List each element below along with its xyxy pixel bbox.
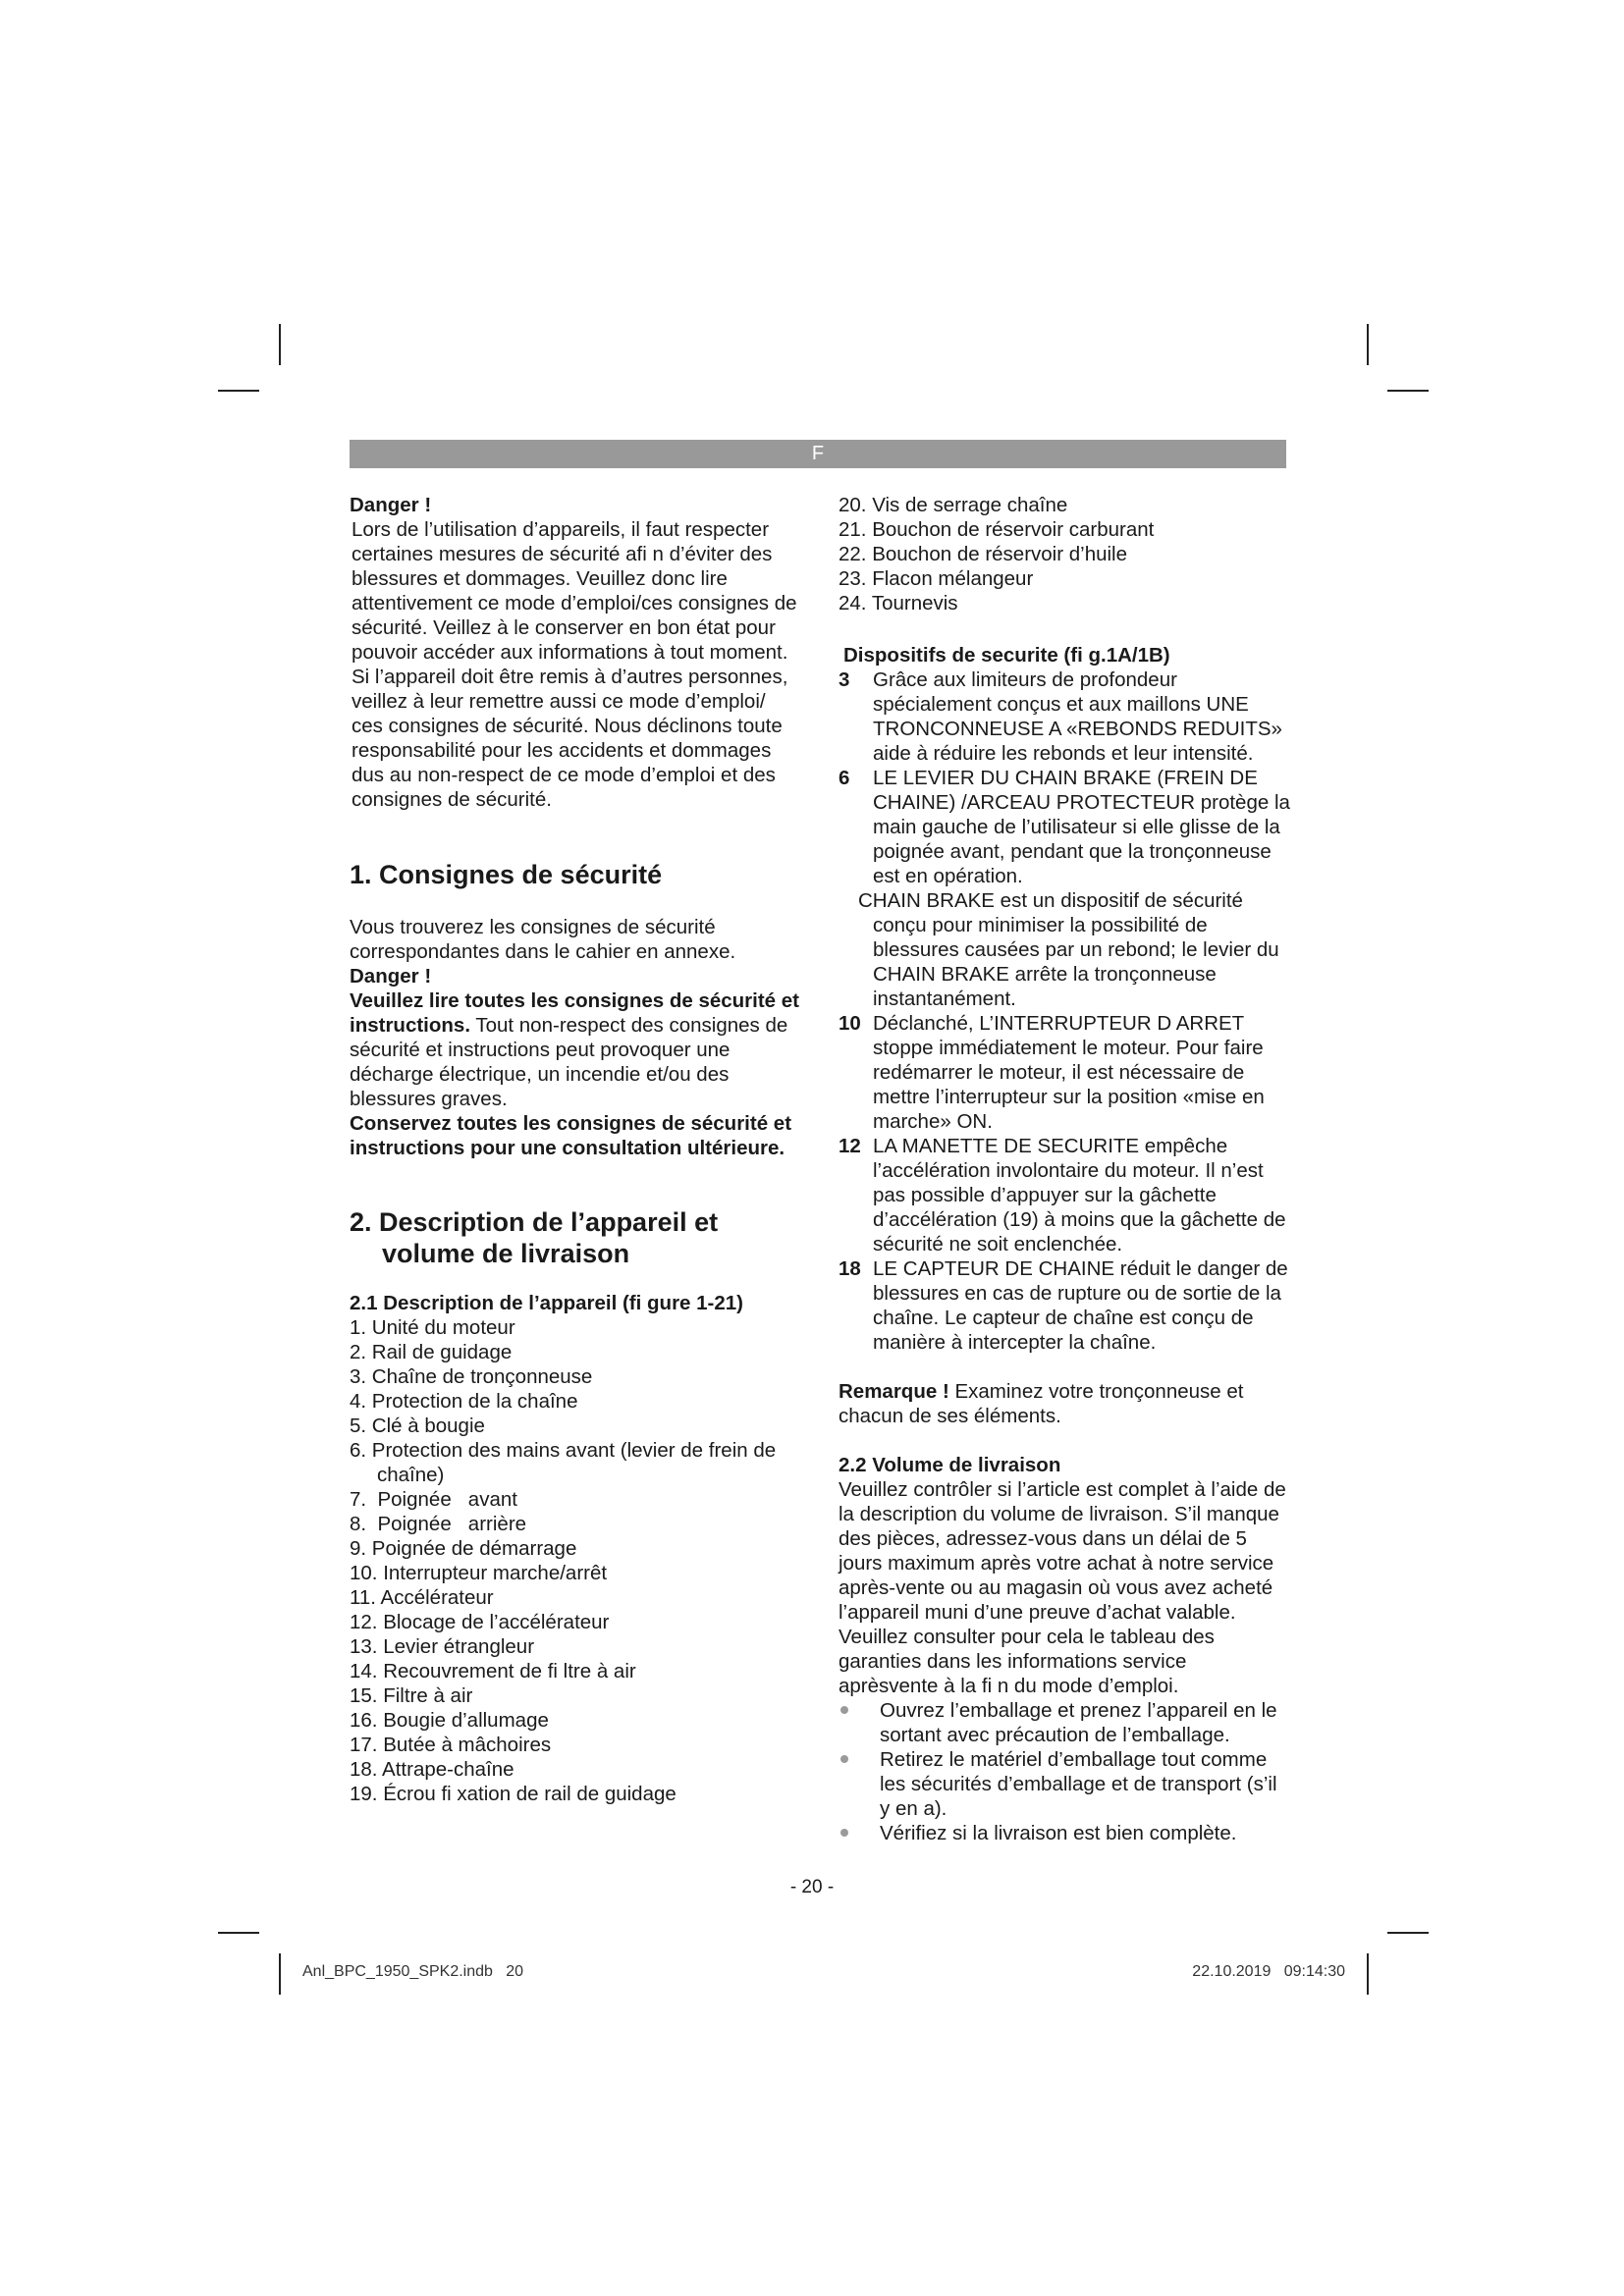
section2-title-line1: 2. Description de l’appareil et — [350, 1207, 719, 1237]
section1-danger: Danger ! — [350, 965, 432, 988]
section-header-bar — [350, 440, 1286, 468]
crop-mark-bl-v — [279, 1953, 281, 1995]
crop-mark-tr-v — [1367, 324, 1369, 365]
safety-item — [839, 1134, 1290, 1256]
bullet-text: Retirez le matériel d’emballage tout comme les sécurités d’emballage et de transport (s’il y en a). — [880, 1748, 1277, 1820]
safety-item-text: LE CAPTEUR DE CHAINE réduit le danger de blessures en cas de rupture ou de sortie de la chaîne. Le capteur de chaîne est conçu de manière à intercepter la chaîne. — [873, 1257, 1288, 1354]
parts-list — [350, 1315, 801, 1806]
parts-list-continued — [839, 493, 1290, 615]
section2-title-line2: volume de livraison — [382, 1239, 630, 1268]
section-letter: F — [811, 443, 825, 464]
list-item: 22. Bouchon de réservoir d’huile — [839, 543, 1128, 565]
section1-title: 1. Consignes de sécurité — [350, 860, 663, 889]
safety-item-text: Grâce aux limiteurs de profondeur spécialement conçus et aux maillons UNE TRONCONNEUSE A «REBONDS REDUITS» aide à réduire les rebonds et leur intensité. — [873, 668, 1282, 765]
safety-item-text: Déclanché, L’INTERRUPTEUR D ARRET stoppe immédiatement le moteur. Pour faire redémarrer le moteur, il est nécessaire de mettre l’interrupteur sur la position «mise en marche» ON. — [873, 1012, 1265, 1133]
bullet-dot-icon — [840, 1755, 848, 1763]
footer-timestamp: 22.10.2019 09:14:30 — [1192, 1963, 1345, 1980]
delivery-bullets — [839, 1698, 1290, 1845]
bullet-text: Ouvrez l’emballage et prenez l’appareil en le sortant avec précaution de l’emballage. — [880, 1699, 1277, 1746]
crop-mark-tr-h — [1387, 390, 1429, 392]
safety-item — [839, 667, 1290, 766]
list-item: 21. Bouchon de réservoir carburant — [839, 518, 1155, 541]
safety-item-number: 10 — [839, 1012, 861, 1035]
list-item: 9. Poignée de démarrage — [350, 1537, 577, 1560]
list-item: 6. Protection des mains avant (levier de frein de chaîne) — [350, 1439, 777, 1486]
list-item: 23. Flacon mélangeur — [839, 567, 1034, 590]
section1-warning — [350, 988, 801, 1111]
list-item: 5. Clé à bougie — [350, 1415, 485, 1437]
chain-brake-text: CHAIN BRAKE est un dispositif de sécurité conçu pour minimiser la possibilité de blessures causées par un rebond; le levier du CHAIN BRAKE arrête la tronçonneuse instantanément. — [858, 889, 1279, 1010]
remark — [839, 1379, 1290, 1428]
list-item: 3. Chaîne de tronçonneuse — [350, 1365, 593, 1388]
list-item: 12. Blocage de l’accélérateur — [350, 1611, 610, 1633]
crop-mark-bl-h — [218, 1932, 259, 1934]
remark-text: Examinez votre tronçonneuse et chacun de ses éléments. — [839, 1380, 1244, 1427]
list-item: 18. Attrape-chaîne — [350, 1758, 514, 1781]
list-item — [839, 1821, 1290, 1845]
list-item: 19. Écrou fi xation de rail de guidage — [350, 1783, 677, 1805]
crop-mark-br-v — [1367, 1953, 1369, 1995]
section1-keep: Conservez toutes les consignes de sécurité et instructions pour une consultation ultérieure. — [350, 1112, 792, 1159]
safety-item-number: 12 — [839, 1135, 861, 1157]
section1-warning-text: Tout non-respect des consignes de sécurité et instructions peut provoquer une décharge électrique, un incendie et/ou des blessures graves. — [350, 1014, 788, 1110]
section1-text: Vous trouverez les consignes de sécurité correspondantes dans le cahier en annexe. — [350, 916, 736, 963]
bullet-text: Vérifiez si la livraison est bien complète. — [880, 1822, 1237, 1844]
crop-mark-tl-v — [279, 324, 281, 365]
sub22-text: Veuillez contrôler si l’article est complet à l’aide de la description du volume de livraison. S’il manque des pièces, adressez-vous dans un délai de 5 jours maximum après votre achat à notre service après-vente ou au magasin où vous avez acheté l’appareil muni d’une preuve d’achat valable. Veuillez consulter pour cela le tableau des garanties dans les informations service aprèsvente à la fi n du mode d’emploi. — [839, 1478, 1286, 1697]
bullet-dot-icon — [840, 1829, 848, 1837]
section2-title — [350, 1206, 801, 1269]
list-item: 17. Butée à mâchoires — [350, 1734, 552, 1756]
footer-file: Anl_BPC_1950_SPK2.indb 20 — [302, 1963, 524, 1980]
list-item: 10. Interrupteur marche/arrêt — [350, 1562, 608, 1584]
sub22-title: 2.2 Volume de livraison — [839, 1454, 1061, 1476]
crop-mark-br-h — [1387, 1932, 1429, 1934]
safety-item — [839, 766, 1290, 888]
safety-item-text: LE LEVIER DU CHAIN BRAKE (FREIN DE CHAINE) /ARCEAU PROTECTEUR protège la main gauche de l’utilisateur si elle glisse de la poignée avant, pendant que la tronçonneuse est en opération. — [873, 767, 1290, 887]
list-item: 1. Unité du moteur — [350, 1316, 515, 1339]
list-item: 14. Recouvrement de fi ltre à air — [350, 1660, 636, 1682]
danger-title: Danger ! — [350, 494, 432, 516]
list-item: 24. Tournevis — [839, 592, 958, 614]
bullet-dot-icon — [840, 1706, 848, 1714]
list-item: 20. Vis de serrage chaîne — [839, 494, 1068, 516]
intro-text: Lors de l’utilisation d’appareils, il faut respecter certaines mesures de sécurité afi n d’éviter des blessures et dommages. Veuillez donc lire attentivement ce mode d’emploi/ces consignes de sécurité. Veillez à le conserver en bon état pour pouvoir accéder aux informations à tout moment. Si l’appareil doit être remis à d’autres personnes, veillez à leur remettre aussi ce mode d’emploi/ ces consignes de sécurité. Nous déclinons toute responsabilité pour les accidents et dommages dus au non-respect de ce mode d’emploi et des consignes de sécurité. — [352, 518, 797, 811]
devices-title: Dispositifs de securite (fi g.1A/1B) — [843, 644, 1170, 667]
safety-item — [839, 1011, 1290, 1134]
safety-item-text: LA MANETTE DE SECURITE empêche l’accélération involontaire du moteur. Il n’est pas possible d’appuyer sur la gâchette d’accélération (19) à moins que la gâchette de sécurité ne soit enclenchée. — [873, 1135, 1286, 1255]
list-item: 15. Filtre à air — [350, 1684, 473, 1707]
left-column — [350, 493, 801, 1806]
remark-bold: Remarque ! — [839, 1380, 949, 1403]
list-item: 2. Rail de guidage — [350, 1341, 513, 1363]
list-item: 4. Protection de la chaîne — [350, 1390, 578, 1413]
crop-mark-tl-h — [218, 390, 259, 392]
list-item: 13. Levier étrangleur — [350, 1635, 535, 1658]
list-item: 16. Bougie d’allumage — [350, 1709, 549, 1732]
right-column — [839, 493, 1290, 1845]
list-item: 8. Poignée arrière — [350, 1513, 527, 1535]
section1-warning-bold: Veuillez lire toutes les consignes de sécurité et instructions. — [350, 989, 800, 1037]
safety-item-number: 6 — [839, 767, 850, 789]
list-item — [839, 1698, 1290, 1747]
safety-item-number: 3 — [839, 668, 850, 691]
page-number: - 20 - — [789, 1877, 835, 1897]
list-item — [839, 1747, 1290, 1821]
list-item: 7. Poignée avant — [350, 1488, 517, 1511]
list-item: 11. Accélérateur — [350, 1586, 494, 1609]
safety-item — [839, 1256, 1290, 1355]
sub21-title: 2.1 Description de l’appareil (fi gure 1-21) — [350, 1292, 744, 1314]
safety-item-number: 18 — [839, 1257, 861, 1280]
